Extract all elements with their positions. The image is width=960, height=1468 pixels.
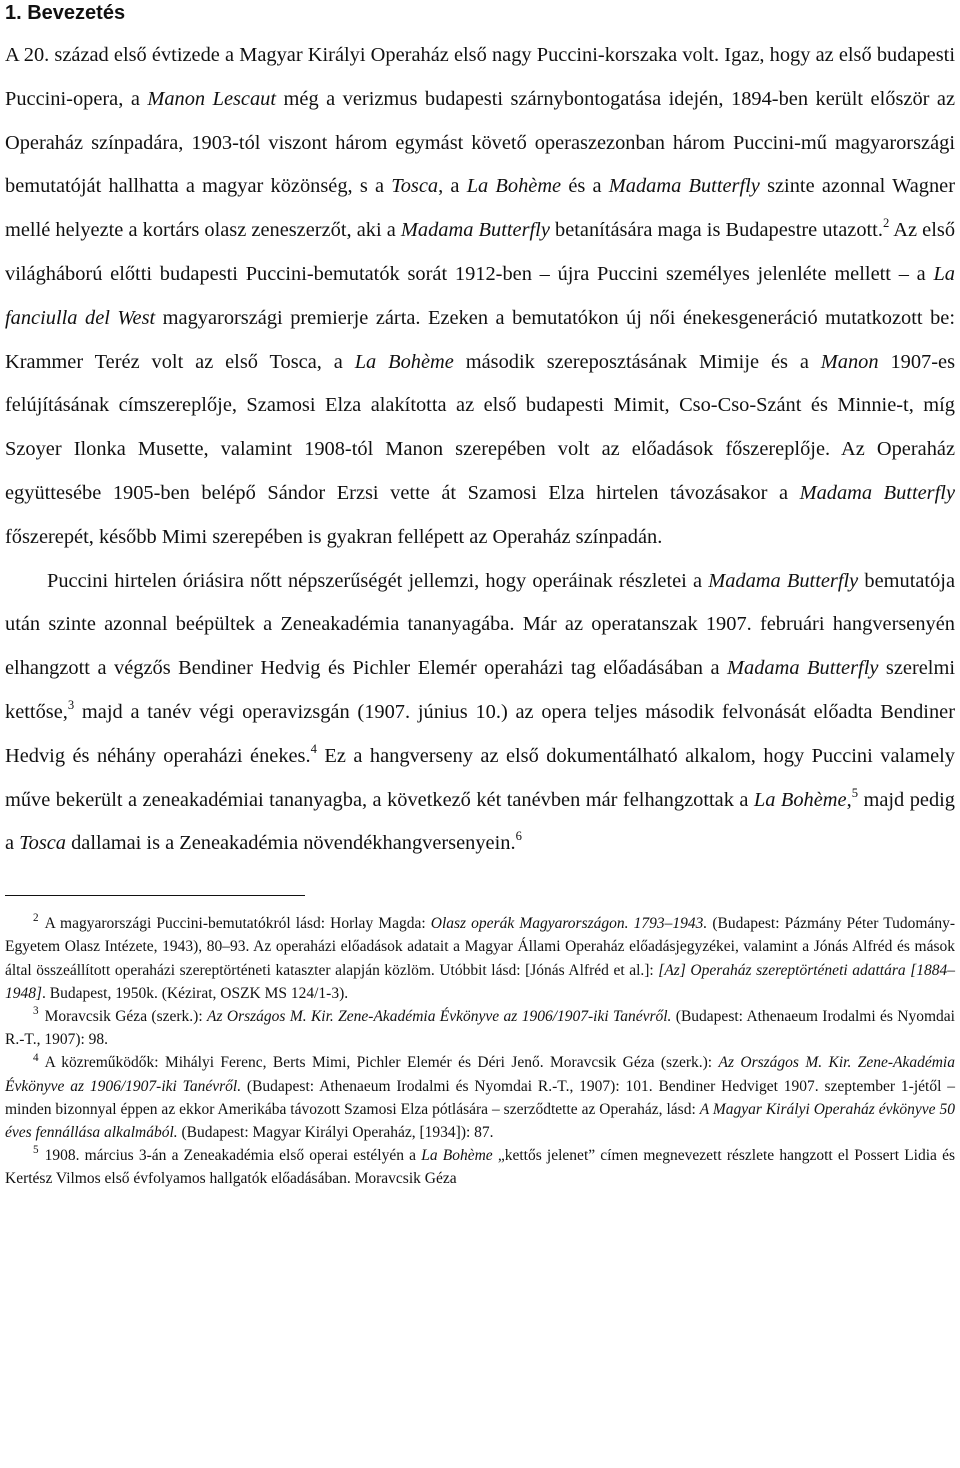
footnote-ref: 2: [882, 216, 890, 231]
text-run: és a: [561, 175, 609, 198]
text-run: szinte azonnal Wagner mellé helyezte a kortárs olasz zeneszerzőt, aki a: [5, 175, 955, 242]
text-run: szerelmi kettőse,: [5, 657, 955, 723]
paragraph-2: [5, 560, 955, 867]
footnotes: [5, 912, 955, 1190]
text-run: főszerepét, később Mimi szerepében is gyakran fellépett az Operaház színpadán.: [5, 525, 663, 548]
italic-title: La Bohème: [466, 175, 562, 198]
text-run: „kettős jelenet” címen megnevezett részlete hangzott el Possert Lidia és Kertész Vilmos első évfolyamos hallgatók előadásában. Moravcsik Géza: [5, 1147, 955, 1188]
italic-title: Madama Butterfly: [727, 657, 879, 680]
footnote-ref: 6: [515, 829, 522, 844]
text-run: Puccini hirtelen óriásira nőtt népszerűségét jellemzi, hogy operáinak részletei a: [47, 569, 709, 592]
italic-title: Olasz operák Magyarországon. 1793–1943.: [430, 915, 708, 933]
footnote-separator: [5, 895, 305, 896]
section-heading: 1. Bevezetés: [5, 2, 126, 24]
text-run: A közreműködők: Mihályi Ferenc, Berts Mimi, Pichler Elemér és Déri Jenő. Moravcsik Géza (szerk.):: [44, 1054, 719, 1072]
footnote-ref: 3: [67, 697, 75, 712]
italic-title: Madama Butterfly: [608, 175, 760, 198]
text-run: (Budapest: Pázmány Péter Tudomány-Egyetem Olasz Intézete, 1943), 80–93. Az operaházi előadások adatait a Magyar Állami Operaház előadásjegyzékei, valamint a Jónás Alfréd és mások által összeállított operaházi szereptörténeti kataszter alapján közlöm. Utóbbit lásd: [Jónás Alfréd et al.]:: [5, 915, 955, 979]
text-run: magyarországi premierje zárta. Ezeken a bemutatókon új női énekesgeneráció mutatkozott be: Krammer Teréz volt az első Tosca, a: [5, 306, 955, 373]
italic-title: Manon: [820, 350, 879, 373]
italic-title: La Bohème: [421, 1147, 493, 1165]
text-run: (Budapest: Magyar Királyi Operaház, [1934]): 87.: [177, 1123, 494, 1141]
footnote-number: 4: [33, 1051, 39, 1064]
footnote-ref: 4: [310, 741, 317, 756]
text-run: 1907-es felújításának címszereplője, Szamosi Elza alakította az első budapesti Mimit, Cso-Cso-Szánt és Minnie-t, míg Szoyer Ilonka Musette, valamint 1908-tól Manon szerepében volt az előadások főszereplője. Az Operaház együttesébe 1905-ben belépő Sándor Erzsi vette át Szamosi Elza hirtelen távozásakor a: [5, 350, 956, 504]
footnote-number: 3: [33, 1005, 39, 1018]
text-run: , a: [438, 175, 467, 198]
italic-title: Az Országos M. Kir. Zene-Akadémia Évkönyve az 1906/1907-iki Tanévről.: [5, 1054, 955, 1095]
text-run: A magyarországi Puccini-bemutatókról lásd: Horlay Magda:: [44, 915, 431, 933]
italic-title: La fanciulla del West: [5, 262, 955, 329]
paragraph-1: [5, 34, 955, 560]
italic-title: Tosca: [391, 175, 439, 198]
document-page: [5, 0, 955, 1191]
text-run: Ez a hangverseny az első dokumentálható alkalom, hogy Puccini valamely műve bekerült a zeneakadémiai tananyagba, a következő két tanévben már felhangzottak a: [5, 744, 955, 811]
footnote-2: [5, 912, 955, 1005]
text-run: 1908. március 3-án a Zeneakadémia első operai estélyén a: [44, 1147, 422, 1165]
footnote-ref: 5: [851, 785, 858, 800]
text-run: ,: [846, 788, 852, 811]
italic-title: [Az] Operaház szereptörténeti adattára [1884–1948]: [5, 961, 955, 1002]
italic-title: Madama Butterfly: [799, 481, 955, 504]
footnote-4: [5, 1051, 955, 1144]
footnote-3: [5, 1005, 955, 1051]
italic-title: Madama Butterfly: [708, 569, 859, 592]
text-run: (Budapest: Athenaeum Irodalmi és Nyomdai R.-T., 1907): 98.: [5, 1007, 955, 1049]
italic-title: A Magyar Királyi Operaház évkönyve 50 éves fennállása alkalmából.: [5, 1100, 955, 1141]
text-run: Az első világháború előtti budapesti Puccini-bemutatók sorát 1912-ben – újra Puccini személyes jelenléte mellett – a: [5, 219, 956, 285]
text-run: bemutatója után szinte azonnal beépültek a Zeneakadémia tananyagába. Már az operatanszak 1907. februári hangversenyén elhangzott a végzős Bendiner Hedvig és Pichler Elemér operaházi tag előadásában a: [5, 569, 955, 680]
text-run: második szereposztásának Mimije és a: [453, 350, 821, 373]
italic-title: Az Országos M. Kir. Zene-Akadémia Évkönyve az 1906/1907-iki Tanévről.: [207, 1007, 672, 1025]
italic-title: La Bohème: [354, 350, 454, 373]
italic-title: La Bohème: [753, 788, 847, 811]
italic-title: Manon Lescaut: [147, 87, 277, 110]
italic-title: Tosca: [19, 832, 67, 855]
text-run: A 20. század első évtizede a Magyar Királyi Operaház első nagy Puccini-korszaka volt. Igaz, hogy az első budapesti Puccini-opera, a: [5, 44, 955, 110]
text-run: dallamai is a Zeneakadémia növendékhangversenyein.: [66, 832, 516, 855]
text-run: betanítására maga is Budapestre utazott.: [549, 219, 883, 242]
footnote-5: [5, 1144, 955, 1190]
italic-title: Madama Butterfly: [400, 219, 550, 242]
text-run: majd a tanév végi operavizsgán (1907. június 10.) az opera teljes második felvonását előadta Bendiner Hedvig és néhány operaházi énekes.: [5, 700, 955, 767]
text-run: (Budapest: Athenaeum Irodalmi és Nyomdai R.-T., 1907): 101. Bendiner Hedviget 1907. szeptember 1-jétől – minden bizonnyal éppen az ekkor Amerikába távozott Szamosi Elza pótlására – szerződtette az Operaház, lásd:: [5, 1077, 955, 1118]
text-run: majd pedig a: [5, 788, 956, 855]
footnote-number: 5: [33, 1144, 39, 1157]
text-run: még a verizmus budapesti szárnybontogatása idején, 1894-ben került először az Operaház színpadára, 1903-tól viszont három egymást követő operaszezonban három Puccini-mű magyarországi bemutatóját hallhatta a magyar közönség, s a: [5, 87, 956, 198]
text-run: Moravcsik Géza (szerk.):: [44, 1007, 208, 1025]
footnote-number: 2: [33, 912, 39, 925]
text-run: . Budapest, 1950k. (Kézirat, OSZK MS 124/1-3).: [42, 984, 349, 1002]
